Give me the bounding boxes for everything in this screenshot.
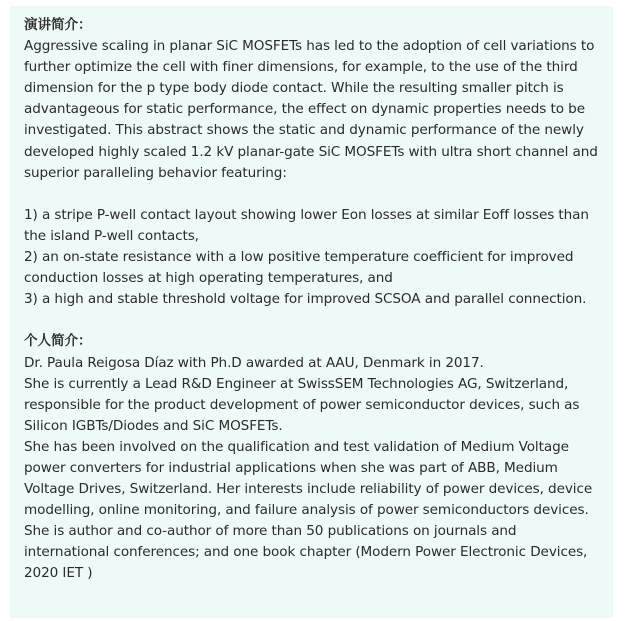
bio-line: power converters for industrial applications when she was part of ABB, Medium	[24, 459, 558, 476]
feature-line: conduction losses at high operating temperatures, and	[24, 270, 393, 287]
abstract-line: Aggressive scaling in planar SiC MOSFETs has led to the adoption of cell variations to	[24, 38, 595, 55]
bio-line: Silicon IGBTs/Diodes and SiC MOSFETs.	[24, 417, 283, 434]
abstract-line: advantageous for static performance, the effect on dynamic properties needs to be	[24, 101, 585, 118]
bio-line: modelling, online monitoring, and failure analysis of power semiconductors devices.	[24, 502, 589, 519]
content-card	[10, 6, 613, 618]
bio-heading: 个人简介：	[24, 333, 92, 350]
talk-heading: 演讲简介：	[24, 17, 92, 33]
feature-line: 3) a high and stable threshold voltage for improved SCSOA and parallel connection.	[24, 291, 587, 308]
bio-line: 2020 IET )	[24, 565, 93, 582]
abstract-line: investigated. This abstract shows the static and dynamic performance of the newly	[24, 122, 584, 139]
abstract-line: further optimize the cell with finer dimensions, for example, to the use of the third	[24, 59, 578, 76]
abstract-line: developed highly scaled 1.2 kV planar-gate SiC MOSFETs with ultra short channel and	[24, 143, 598, 160]
bio-line: responsible for the product development of power semiconductor devices, such as	[24, 396, 580, 413]
abstract-line: superior paralleling behavior featuring:	[24, 164, 287, 181]
bio-line: international conferences; and one book chapter (Modern Power Electronic Devices,	[24, 544, 588, 561]
abstract-line: dimension for the p type body diode contact. While the resulting smaller pitch is	[24, 80, 564, 97]
feature-line: 1) a stripe P-well contact layout showing lower Eon losses at similar Eoff losses than	[24, 206, 589, 223]
bio-section	[24, 331, 613, 584]
bio-line: She is currently a Lead R&D Engineer at SwissSEM Technologies AG, Switzerland,	[24, 375, 569, 392]
talk-section	[24, 15, 613, 310]
feature-line: 2) an on-state resistance with a low positive temperature coefficient for improved	[24, 249, 574, 266]
section-gap	[24, 310, 613, 331]
feature-line: the island P-well contacts,	[24, 227, 199, 244]
bio-line: She has been involved on the qualification and test validation of Medium Voltage	[24, 438, 569, 455]
bio-line: Voltage Drives, Switzerland. Her interests include reliability of power devices, device	[24, 481, 593, 498]
bio-line: She is author and co-author of more than 50 publications on journals and	[24, 523, 517, 540]
bio-line: Dr. Paula Reigosa Díaz with Ph.D awarded at AAU, Denmark in 2017.	[24, 354, 484, 371]
paragraph-gap	[24, 184, 613, 205]
